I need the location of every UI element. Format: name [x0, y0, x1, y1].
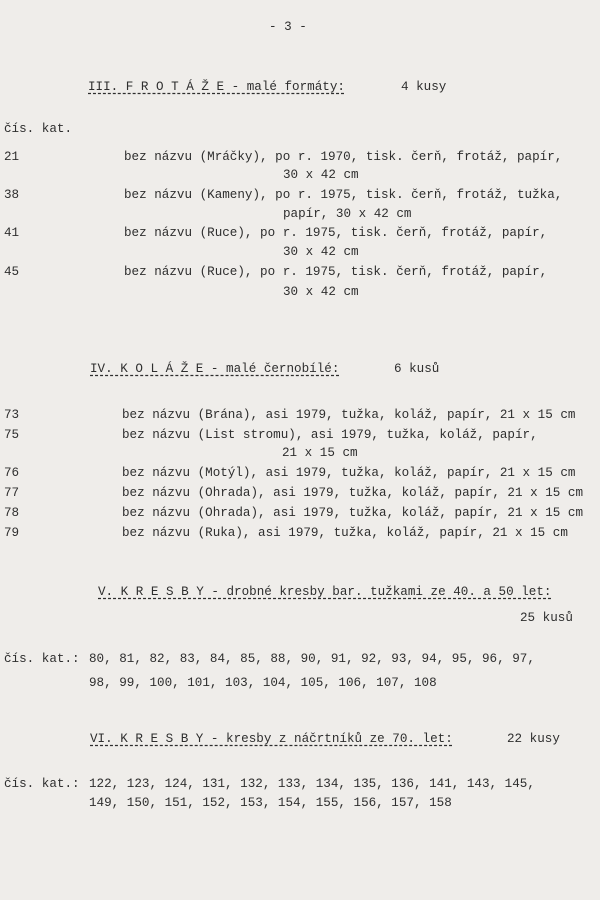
entry-description-cont: 30 x 42 cm	[283, 245, 359, 259]
entry-description-cont: papír, 30 x 42 cm	[283, 207, 412, 221]
entry-description: bez názvu (Ohrada), asi 1979, tužka, koláž, papír, 21 x 15 cm	[122, 506, 584, 520]
section-3-title: III. F R O T Á Ž E - malé formáty:	[88, 80, 345, 94]
entry-description-cont: 30 x 42 cm	[283, 285, 359, 299]
catalog-numbers-line: 80, 81, 82, 83, 84, 85, 88, 90, 91, 92, 93, 94, 95, 96, 97,	[89, 652, 535, 666]
catalog-label: čís. kat.:	[4, 652, 80, 666]
catalog-number: 75	[4, 428, 20, 442]
entry-description: bez názvu (List stromu), asi 1979, tužka, koláž, papír,	[122, 428, 538, 442]
catalog-number: 45	[4, 265, 20, 279]
section-5-count: 25 kusů	[520, 611, 573, 625]
section-6-count: 22 kusy	[507, 732, 560, 746]
entry-description: bez názvu (Ohrada), asi 1979, tužka, koláž, papír, 21 x 15 cm	[122, 486, 584, 500]
catalog-label: čís. kat.:	[4, 777, 80, 791]
catalog-numbers-line: 122, 123, 124, 131, 132, 133, 134, 135, 136, 141, 143, 145,	[89, 777, 535, 791]
catalog-label: čís. kat.	[4, 122, 73, 136]
catalog-number: 76	[4, 466, 20, 480]
entry-description: bez názvu (Brána), asi 1979, tužka, koláž, papír, 21 x 15 cm	[122, 408, 576, 422]
section-3-count: 4 kusy	[401, 80, 447, 94]
catalog-number: 41	[4, 226, 20, 240]
entry-description: bez názvu (Motýl), asi 1979, tužka, koláž, papír, 21 x 15 cm	[122, 466, 576, 480]
catalog-number: 38	[4, 188, 20, 202]
entry-description: bez názvu (Kameny), po r. 1975, tisk. čerň, frotáž, tužka,	[124, 188, 563, 202]
catalog-number: 78	[4, 506, 20, 520]
catalog-number: 79	[4, 526, 20, 540]
entry-description: bez názvu (Ruka), asi 1979, tužka, koláž, papír, 21 x 15 cm	[122, 526, 568, 540]
catalog-number: 77	[4, 486, 20, 500]
section-6-title: VI. K R E S B Y - kresby z náčrtníků ze 70. let:	[90, 732, 453, 746]
page-number: - 3 -	[269, 20, 307, 34]
catalog-numbers-line: 98, 99, 100, 101, 103, 104, 105, 106, 107, 108	[89, 676, 437, 690]
entry-description: bez názvu (Mráčky), po r. 1970, tisk. čerň, frotáž, papír,	[124, 150, 563, 164]
catalog-numbers-line: 149, 150, 151, 152, 153, 154, 155, 156, 157, 158	[89, 796, 452, 810]
catalog-number: 73	[4, 408, 20, 422]
entry-description-cont: 21 x 15 cm	[282, 446, 358, 460]
entry-description: bez názvu (Ruce), po r. 1975, tisk. čerň, frotáž, papír,	[124, 265, 548, 279]
section-4-title: IV. K O L Á Ž E - malé černobílé:	[90, 362, 340, 376]
entry-description-cont: 30 x 42 cm	[283, 168, 359, 182]
entry-description: bez názvu (Ruce), po r. 1975, tisk. čerň, frotáž, papír,	[124, 226, 548, 240]
catalog-number: 21	[4, 150, 20, 164]
section-5-title: V. K R E S B Y - drobné kresby bar. tužkami ze 40. a 50 let:	[98, 585, 552, 599]
section-4-count: 6 kusů	[394, 362, 440, 376]
